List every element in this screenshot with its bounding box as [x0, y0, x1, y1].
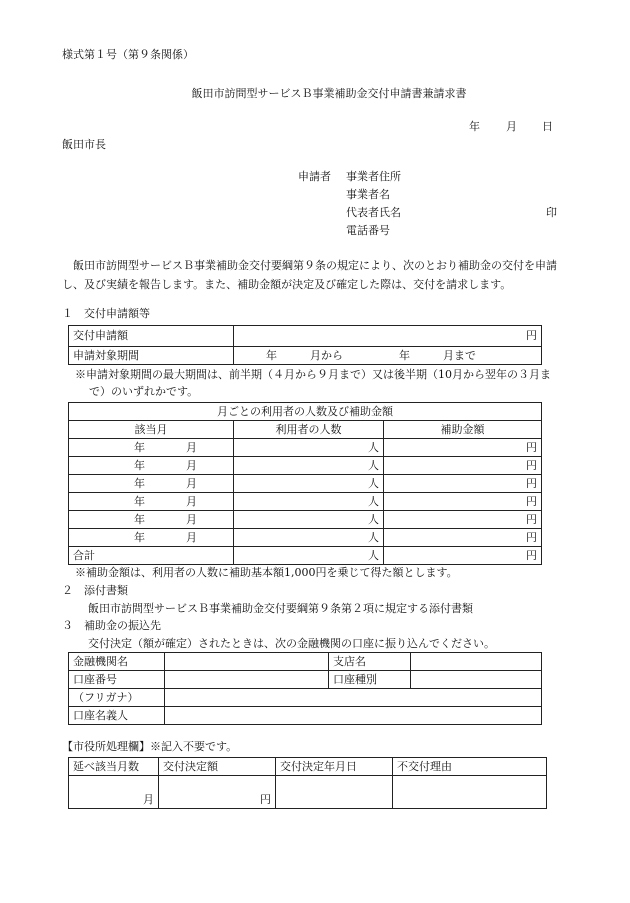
- office-reason-cell[interactable]: [393, 776, 547, 809]
- branch-field[interactable]: [411, 653, 542, 671]
- office-header-amount: 交付決定額: [159, 758, 276, 776]
- users-cell[interactable]: 人: [234, 493, 384, 511]
- monthly-table: [68, 402, 542, 565]
- office-heading: 【市役所処理欄】※記入不要です。: [62, 740, 238, 753]
- section3-text: 交付決定（額が確定）されたときは、次の金融機関の口座に振り込んでください。: [88, 637, 495, 650]
- users-cell[interactable]: 人: [234, 439, 384, 457]
- office-table: [68, 757, 547, 809]
- date-month: 月: [506, 120, 517, 133]
- form-number: 様式第１号（第９条関係）: [62, 48, 194, 61]
- office-header-months: 延べ該当月数: [69, 758, 159, 776]
- office-header-date: 交付決定年月日: [276, 758, 393, 776]
- furigana-label: （フリガナ）: [69, 689, 165, 707]
- amount-cell[interactable]: 円: [384, 529, 542, 547]
- header-users: 利用者の人数: [234, 421, 384, 439]
- month-cell[interactable]: 年 月: [69, 529, 234, 547]
- applicant-name: 事業者名: [346, 188, 390, 201]
- document-title: 飯田市訪問型サービスＢ事業補助金交付申請書兼請求書: [191, 87, 467, 100]
- office-amount-cell[interactable]: 円: [159, 776, 276, 809]
- month-cell[interactable]: 年 月: [69, 439, 234, 457]
- yen-unit: 円: [526, 329, 537, 342]
- seal-mark: 印: [546, 206, 557, 219]
- amount-cell[interactable]: 円: [384, 439, 542, 457]
- month-cell[interactable]: 年 月: [69, 475, 234, 493]
- section2-heading: ２ 添付書類: [62, 584, 128, 597]
- holder-field[interactable]: [165, 707, 542, 725]
- applicant-address: 事業者住所: [346, 170, 401, 183]
- users-cell[interactable]: 人: [234, 475, 384, 493]
- office-date-cell[interactable]: [276, 776, 393, 809]
- header-month: 該当月: [69, 421, 234, 439]
- table-row: [69, 457, 542, 475]
- users-cell[interactable]: 人: [234, 511, 384, 529]
- table-row: [69, 439, 542, 457]
- account-type-field[interactable]: [411, 671, 542, 689]
- applicant-label: 申請者: [298, 170, 331, 183]
- applicant-phone: 電話番号: [346, 224, 390, 237]
- period-field[interactable]: [234, 347, 542, 365]
- account-no-field[interactable]: [165, 671, 329, 689]
- office-header-reason: 不交付理由: [393, 758, 547, 776]
- total-row: [69, 547, 542, 565]
- account-no-label: 口座番号: [69, 671, 165, 689]
- addressee: 飯田市長: [62, 138, 106, 151]
- bank-field[interactable]: [165, 653, 329, 671]
- section2-text: 飯田市訪問型サービスＢ事業補助金交付要綱第９条第２項に規定する添付書類: [88, 602, 473, 615]
- table-row: [69, 529, 542, 547]
- users-cell[interactable]: 人: [234, 529, 384, 547]
- office-months-cell[interactable]: 月: [69, 776, 159, 809]
- month-cell[interactable]: 年 月: [69, 457, 234, 475]
- amount-cell[interactable]: 円: [384, 493, 542, 511]
- furigana-field[interactable]: [165, 689, 542, 707]
- amount-field[interactable]: [234, 326, 542, 347]
- month-cell[interactable]: 年 月: [69, 511, 234, 529]
- date-day: 日: [542, 120, 553, 133]
- date-year: 年: [469, 120, 480, 133]
- period-to: 年 月まで: [399, 348, 476, 362]
- period-label: 申請対象期間: [69, 347, 234, 365]
- intro-paragraph: 飯田市訪問型サービスＢ事業補助金交付要綱第９条の規定により、次のとおり補助金の交付を申請し、及び実績を報告します。また、補助金額が決定及び確定した際は、交付を請求します。: [62, 259, 557, 291]
- period-note: ※申請対象期間の最大期間は、前半期（４月から９月まで）又は後半期（10月から翌年の３月まで）のいずれかです。: [75, 368, 551, 398]
- total-users-cell[interactable]: 人: [234, 547, 384, 565]
- bank-label: 金融機関名: [69, 653, 165, 671]
- header-amount: 補助金額: [384, 421, 542, 439]
- users-cell[interactable]: 人: [234, 457, 384, 475]
- amount-label: 交付申請額: [69, 326, 234, 347]
- table-row: [69, 493, 542, 511]
- monthly-caption: 月ごとの利用者の人数及び補助金額: [69, 403, 542, 421]
- section3-heading: ３ 補助金の振込先: [62, 619, 161, 632]
- table-row: [69, 511, 542, 529]
- amount-note: ※補助金額は、利用者の人数に補助基本額1,000円を乗じて得た額とします。: [75, 566, 458, 579]
- period-from: 年 月から: [266, 348, 343, 362]
- section1-heading: １ 交付申請額等: [62, 307, 150, 320]
- bank-table: [68, 652, 542, 725]
- total-label: 合計: [69, 547, 234, 565]
- account-type-label: 口座種別: [329, 671, 411, 689]
- month-cell[interactable]: 年 月: [69, 493, 234, 511]
- application-table: [68, 325, 542, 365]
- total-amount-cell[interactable]: 円: [384, 547, 542, 565]
- holder-label: 口座名義人: [69, 707, 165, 725]
- amount-cell[interactable]: 円: [384, 457, 542, 475]
- table-row: [69, 475, 542, 493]
- applicant-rep: 代表者氏名: [346, 206, 401, 219]
- amount-cell[interactable]: 円: [384, 511, 542, 529]
- branch-label: 支店名: [329, 653, 411, 671]
- amount-cell[interactable]: 円: [384, 475, 542, 493]
